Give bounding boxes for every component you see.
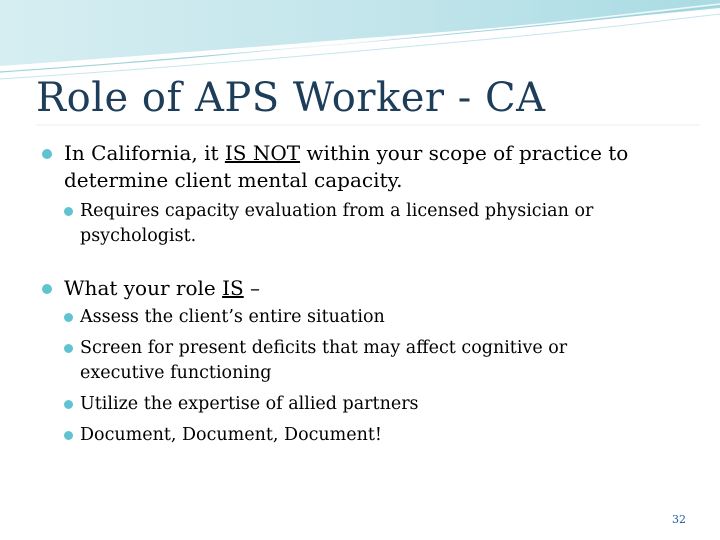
sub-bullet-point: Requires capacity evaluation from a licensed physician or psychologist.: [64, 199, 700, 249]
bullet-dot-icon: [42, 149, 52, 159]
bullet-dot-icon: [64, 344, 73, 353]
sub-bullet-point: Utilize the expertise of allied partners: [64, 392, 700, 417]
bullet-dot-icon: [64, 207, 73, 216]
slide-body: [40, 140, 700, 448]
underlined-emphasis: IS: [222, 276, 244, 300]
bullet-point: In California, it IS NOT within your scope of practice to determine client mental capacity.: [40, 140, 700, 194]
page-number: 32: [672, 513, 686, 526]
sub-bullet-point: Screen for present deficits that may affect cognitive or executive functioning: [64, 336, 590, 386]
bullet-point: What your role IS –: [40, 275, 700, 302]
bullet-dot-icon: [64, 313, 73, 322]
underlined-emphasis: IS NOT: [224, 141, 301, 165]
sub-bullet-point: Document, Document, Document!: [64, 423, 700, 448]
bullet-dot-icon: [64, 400, 73, 409]
slide-title: Role of APS Worker - CA: [36, 75, 546, 121]
sub-bullet-point: Assess the client’s entire situation: [64, 305, 700, 330]
bullet-dot-icon: [42, 284, 52, 294]
bullet-dot-icon: [64, 431, 73, 440]
